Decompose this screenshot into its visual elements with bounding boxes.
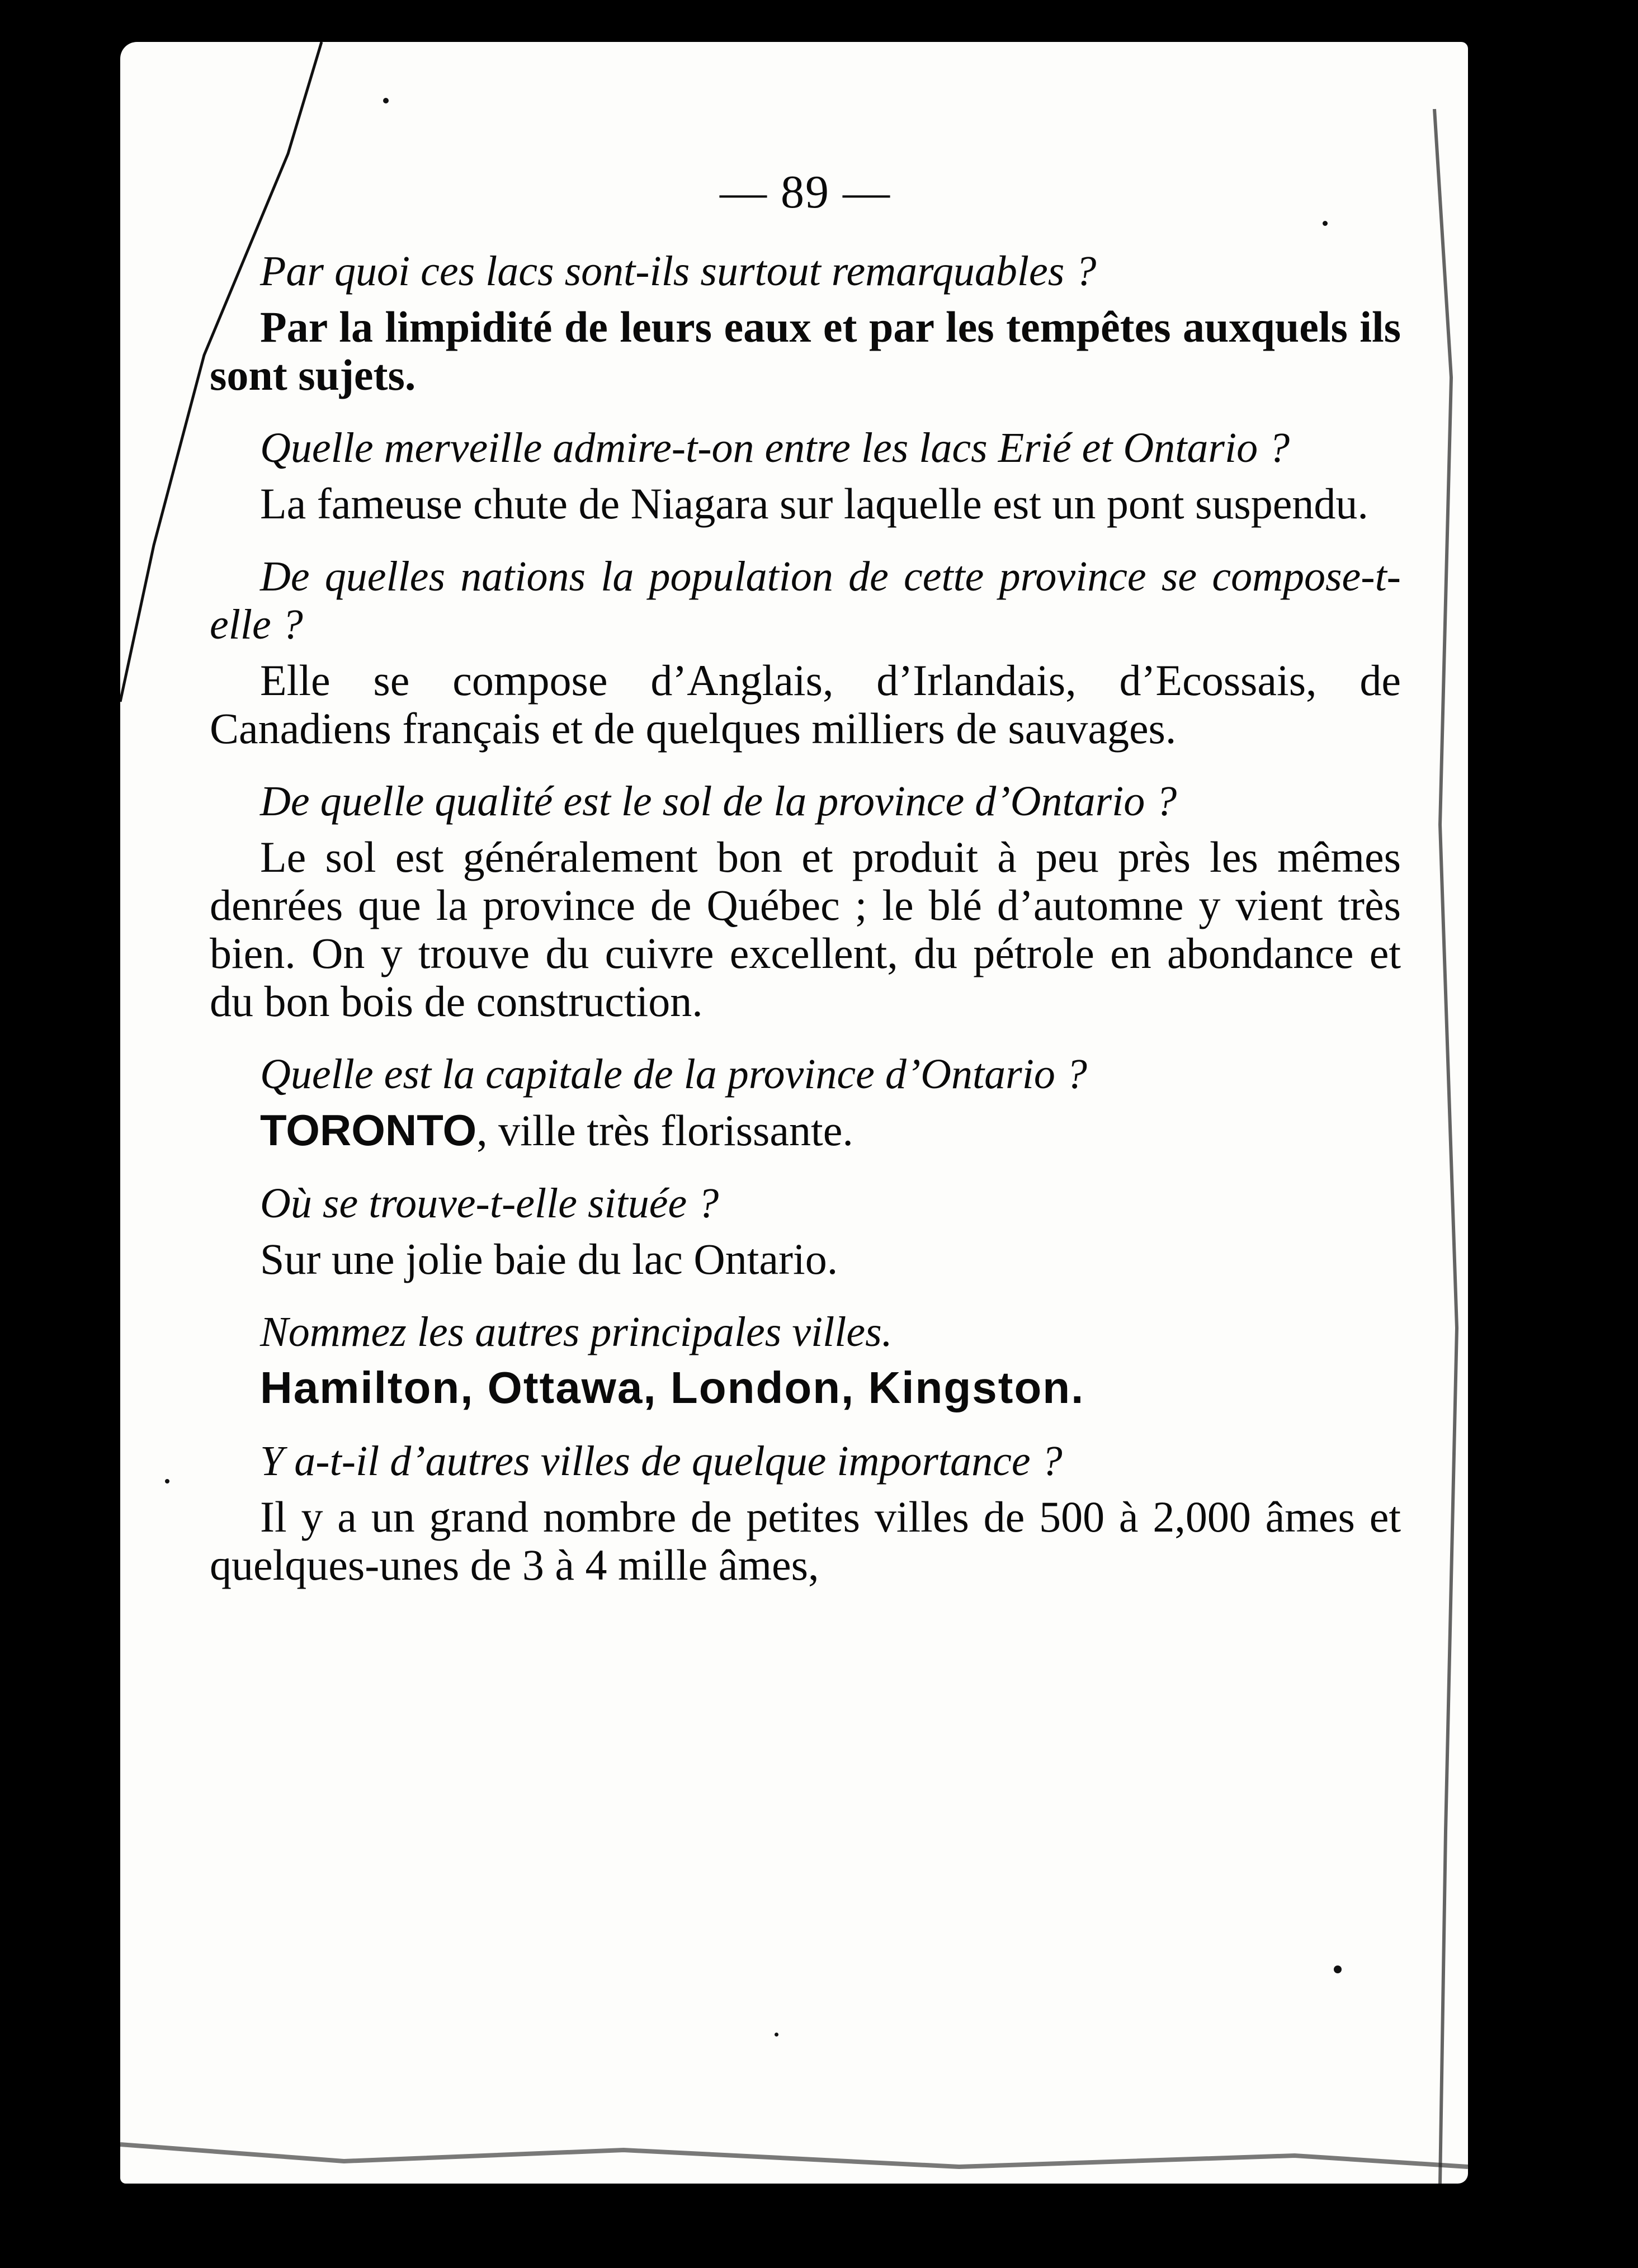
book-page bbox=[120, 42, 1468, 2184]
question-6: Où se trouve-t-elle située ? bbox=[260, 1180, 719, 1227]
question-1: Par quoi ces lacs sont-ils surtout remarquables ? bbox=[260, 248, 1097, 295]
answer-2: La fameuse chute de Niagara sur laquelle est un pont suspendu. bbox=[260, 479, 1368, 528]
question-3: De quelles nations la population de cette province se compose-t-elle ? bbox=[210, 553, 1401, 648]
capital-description: , ville très florissante. bbox=[476, 1106, 853, 1155]
answer-3: Elle se compose d’Anglais, d’Irlandais, d’Ecossais, de Canadiens français et de quelques milliers de sauvages. bbox=[210, 656, 1401, 753]
print-speck bbox=[775, 2033, 778, 2037]
question-4: De quelle qualité est le sol de la province d’Ontario ? bbox=[260, 778, 1177, 825]
print-speck bbox=[1334, 1965, 1342, 1973]
question-8: Y a-t-il d’autres villes de quelque importance ? bbox=[260, 1438, 1063, 1485]
answer-7 bbox=[210, 1364, 1401, 1412]
question-7: Nommez les autres principales villes. bbox=[260, 1308, 893, 1355]
print-speck bbox=[383, 98, 389, 103]
answer-4: Le sol est généralement bon et produit à peu près les mêmes denrées que la province de Québec ; le blé d’automne y vient très bien. On y trouve du cuivre excellent, du pétrole en abondance et du bon bois de construction. bbox=[210, 833, 1401, 1026]
capital-name: TORONTO bbox=[260, 1105, 477, 1155]
answer-5 bbox=[210, 1106, 1401, 1155]
page-number: — 89 — bbox=[720, 166, 891, 218]
print-speck bbox=[165, 1479, 169, 1483]
answer-6: Sur une jolie baie du lac Ontario. bbox=[260, 1235, 838, 1283]
question-2: Quelle merveille admire-t-on entre les lacs Erié et Ontario ? bbox=[260, 424, 1290, 471]
answer-8: Il y a un grand nombre de petites villes de 500 à 2,000 âmes et quelques-unes de 3 à 4 mille âmes, bbox=[210, 1492, 1401, 1589]
page-content bbox=[210, 165, 1401, 1614]
cities-list: Hamilton, Ottawa, London, Kingston. bbox=[260, 1363, 1085, 1412]
answer-1: Par la limpidité de leurs eaux et par les tempêtes auxquels ils sont sujets. bbox=[210, 303, 1401, 399]
question-5: Quelle est la capitale de la province d’Ontario ? bbox=[260, 1051, 1087, 1098]
